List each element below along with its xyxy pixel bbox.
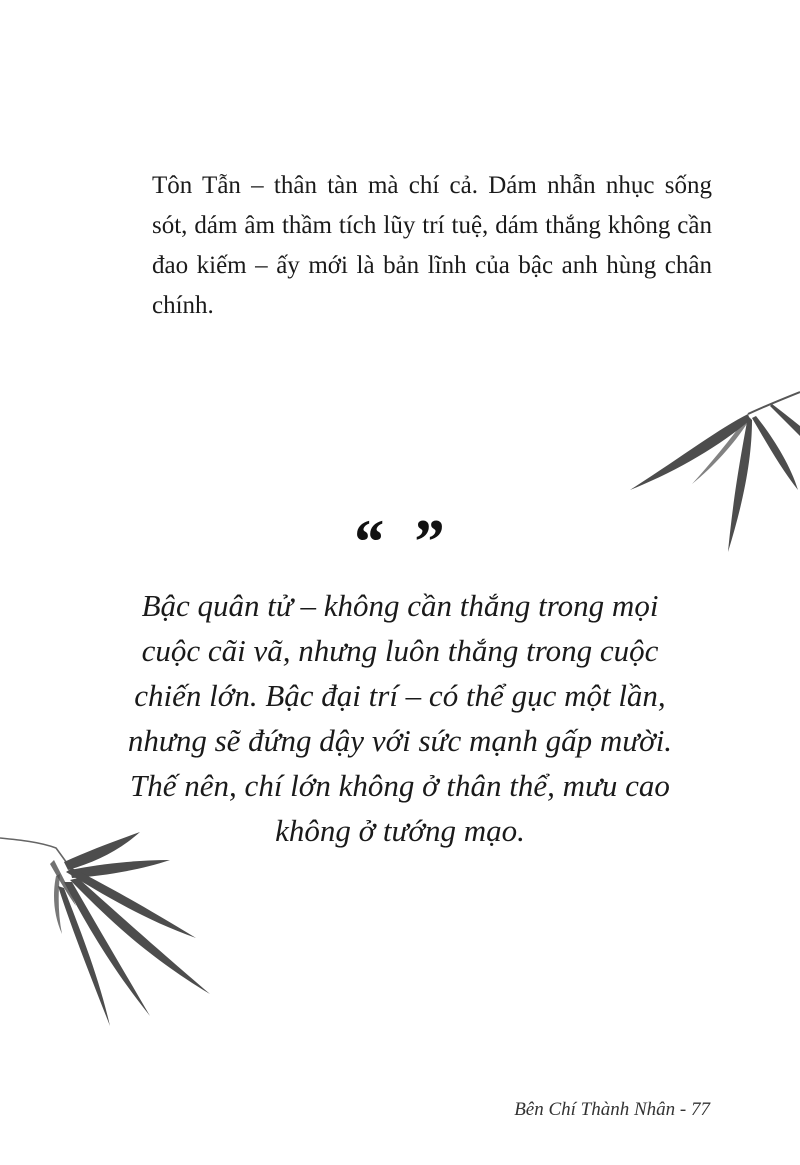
body-paragraph	[152, 166, 712, 326]
body-line: chính.	[152, 292, 214, 319]
bamboo-leaves-icon	[0, 820, 240, 1030]
quote-line: nhưng sẽ đứng dậy với sức mạnh gấp mười.	[127, 723, 673, 758]
quote-line: chiến lớn. Bậc đại trí – có thể gục một lần,	[134, 678, 666, 713]
quote-line: cuộc cãi vã, nhưng luôn thắng trong cuộc	[141, 633, 659, 668]
quote-line: không ở tướng mạo.	[275, 813, 525, 848]
body-line: Tôn Tẫn – thân tàn mà chí cả. Dám nhẫn nhục sống	[152, 172, 712, 199]
quote-line: Bậc quân tử – không cần thắng trong mọi	[141, 588, 659, 623]
body-line: sót, dám âm thầm tích lũy trí tuệ, dám thắng không cần	[152, 212, 712, 239]
quote-line: Thế nên, chí lớn không ở thân thể, mưu cao	[130, 768, 670, 803]
running-footer: Bên Chí Thành Nhân - 77	[514, 1099, 710, 1120]
body-line: đao kiếm – ấy mới là bản lĩnh của bậc anh hùng chân	[152, 252, 712, 279]
quotation-marks: “ ”	[351, 506, 449, 577]
pull-quote	[100, 583, 700, 853]
